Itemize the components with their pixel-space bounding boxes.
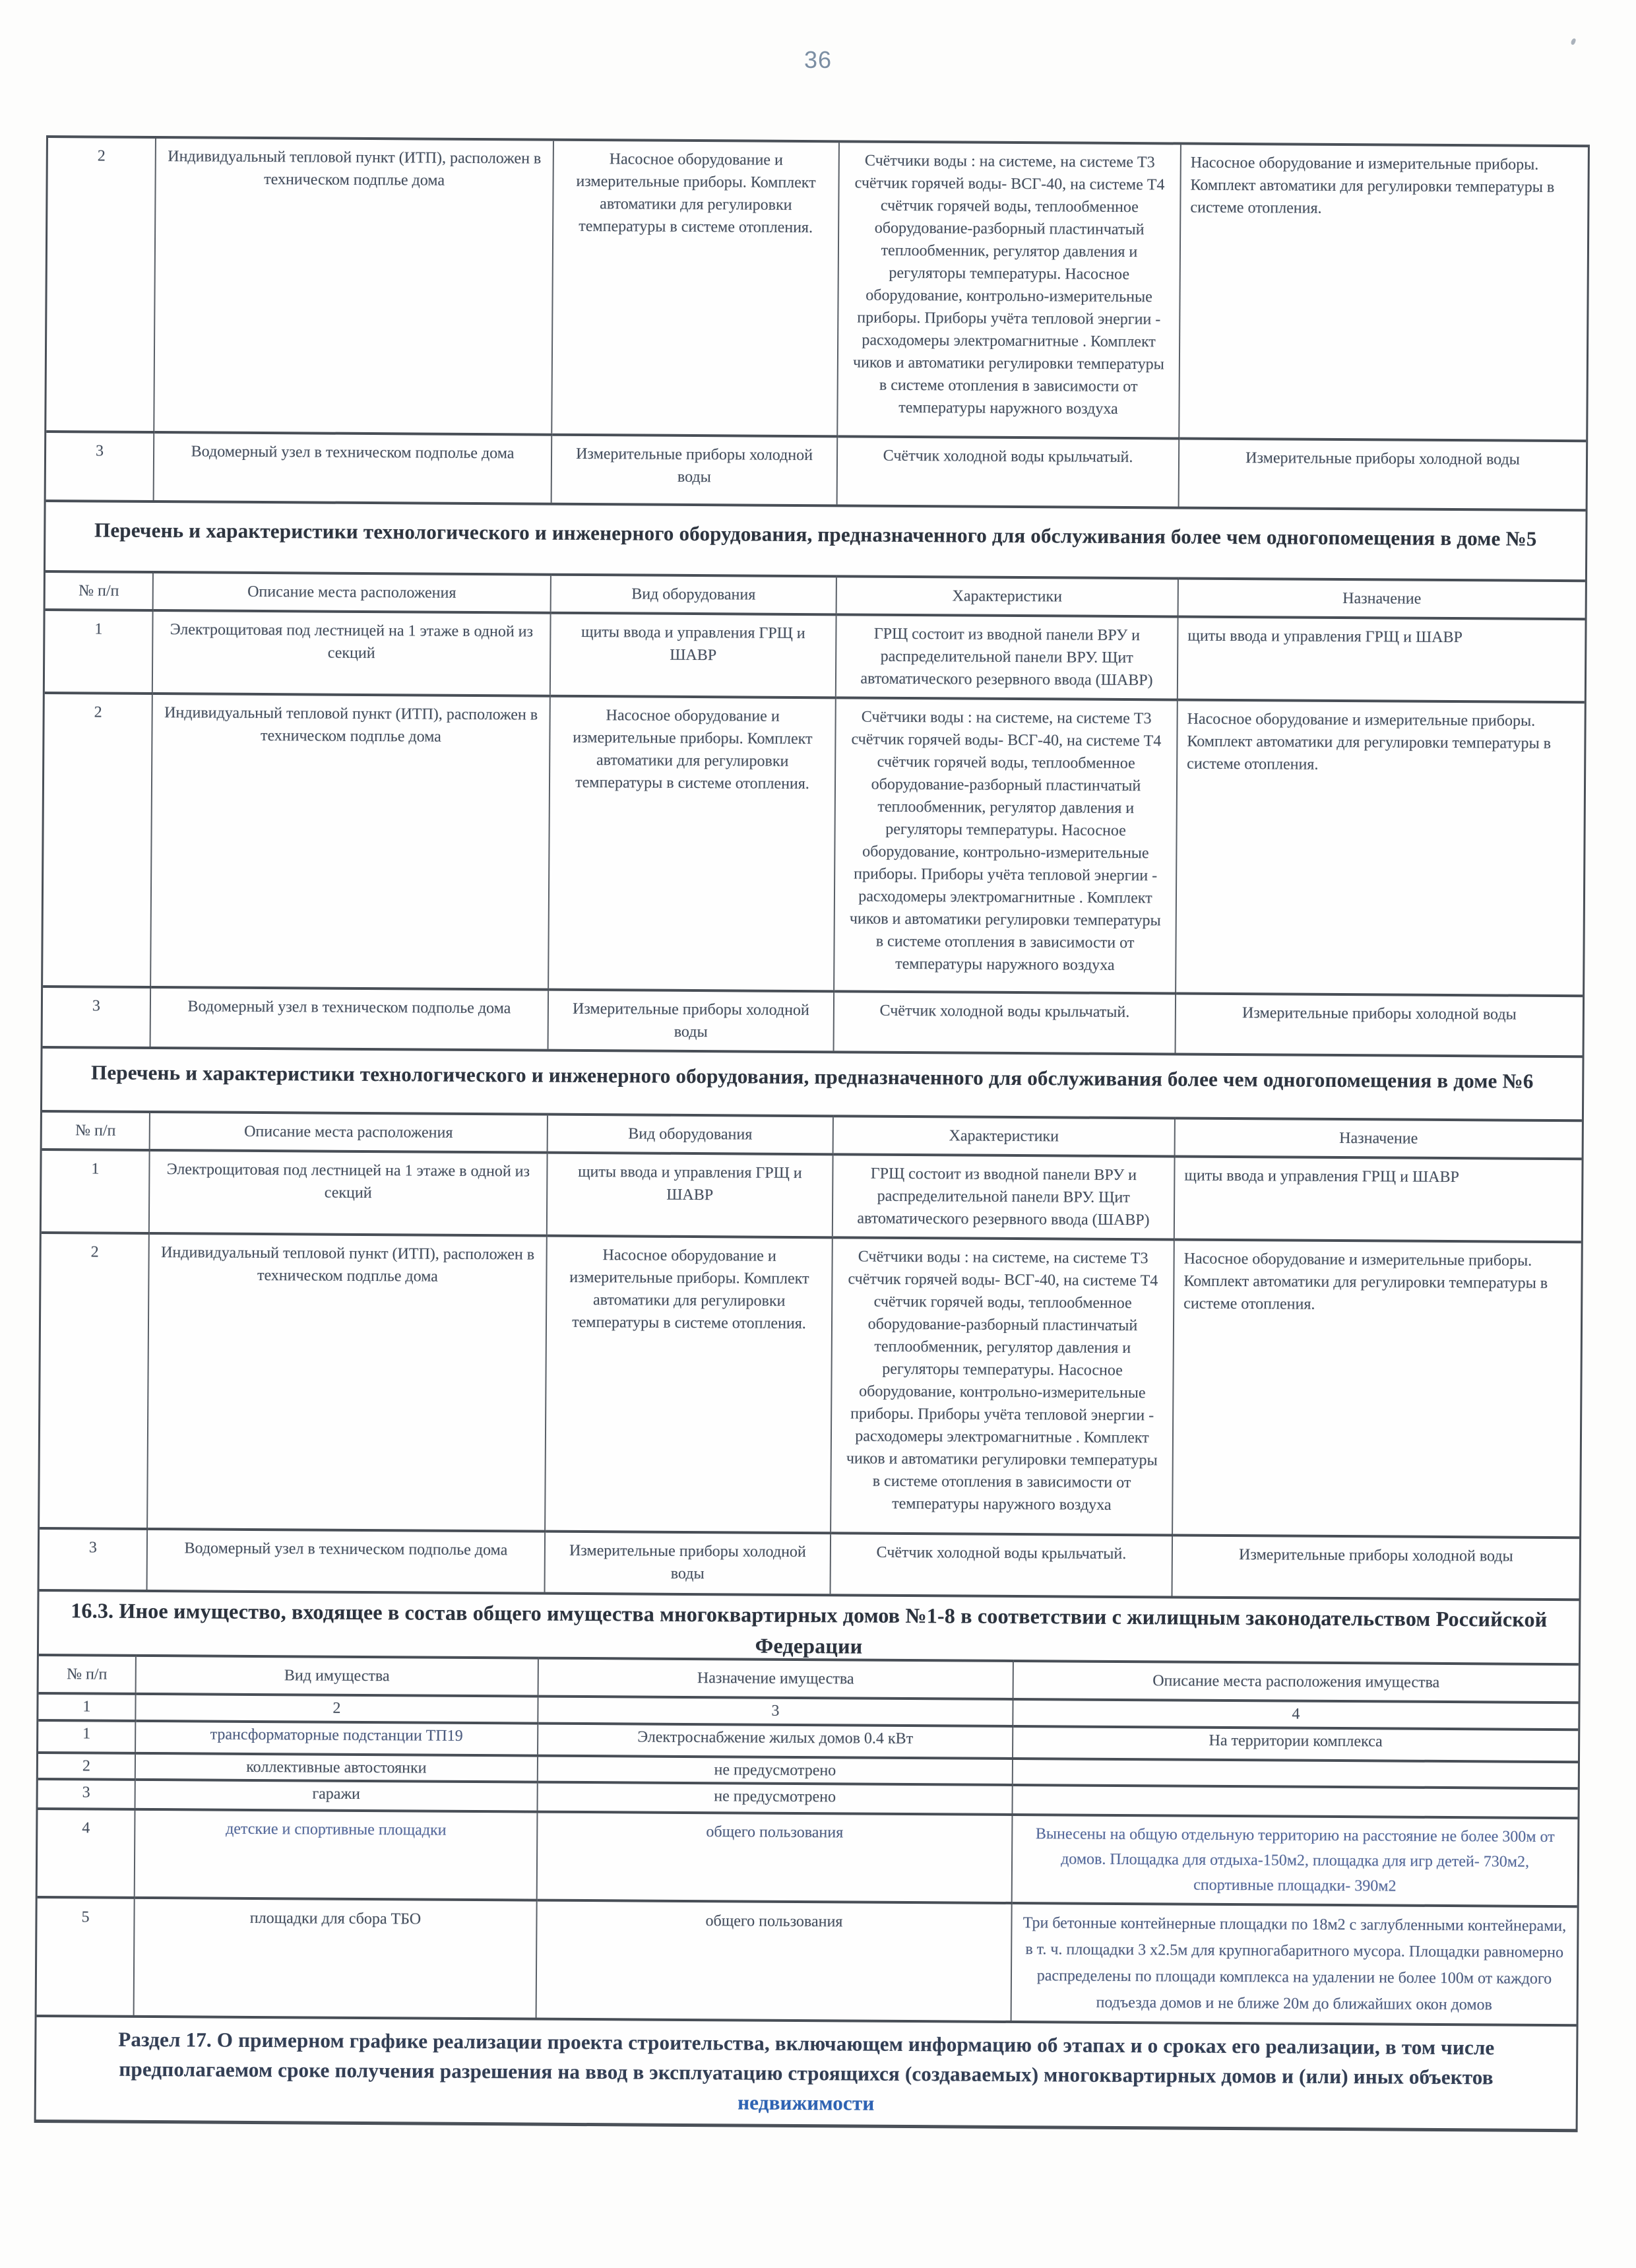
equipment-table-continued: [46, 138, 1588, 509]
table-row: [42, 1150, 1582, 1242]
table-row: [43, 987, 1583, 1055]
cell-property-purpose: не предусмотрено: [537, 1782, 1012, 1815]
cell-characteristics: Счётчик холодной воды крыльчатый.: [837, 436, 1180, 506]
column-header-property-kind: Вид имущества: [136, 1656, 538, 1697]
cell-row-number: 5: [37, 1897, 135, 2015]
cell-equipment-type: Измерительные приборы холодной воды: [545, 1532, 831, 1594]
cell-location: Индивидуальный тепловой пункт (ИТП), расположен в техническом подплье дома: [154, 139, 553, 435]
table-row: [46, 432, 1587, 509]
cell-row-number: 1: [42, 1150, 150, 1233]
cell-equipment-type: щиты ввода и управления ГРЩ и ШАВР: [547, 1153, 833, 1238]
column-header-num: № п/п: [39, 1655, 136, 1694]
column-header-type: Вид оборудования: [551, 575, 836, 615]
column-header-purpose: Назначение: [1178, 578, 1585, 619]
cell-location: Водомерный узел в техническом подполье дома: [150, 987, 549, 1049]
cell-purpose: Насосное оборудование и измерительные приборы. Комплект автоматики для регулировки температуры в системе отопления.: [1176, 699, 1585, 996]
cell-location: Индивидуальный тепловой пункт (ИТП), расположен в техническом подплье дома: [150, 694, 550, 990]
cell-row-number: 4: [38, 1809, 135, 1898]
cell-purpose: щиты ввода и управления ГРЩ и ШАВР: [1174, 1156, 1582, 1242]
cell-location: Электрощитовая под лестницей на 1 этаже в одной из секций: [149, 1150, 548, 1236]
cell-row-number: 3: [40, 1528, 148, 1590]
cell-purpose: Измерительные приборы холодной воды: [1179, 438, 1587, 509]
cell-purpose: щиты ввода и управления ГРЩ и ШАВР: [1178, 616, 1585, 702]
cell-location: Индивидуальный тепловой пункт (ИТП), расположен в техническом подплье дома: [147, 1233, 547, 1532]
cell-characteristics: Счётчик холодной воды крыльчатый.: [834, 991, 1176, 1053]
cell-row-number: 2: [38, 1753, 135, 1780]
cell-row-number: 2: [40, 1233, 149, 1529]
cell-purpose: Измерительные приборы холодной воды: [1176, 993, 1583, 1055]
table-row: [37, 1897, 1577, 2024]
cell-column-number: 3: [538, 1697, 1013, 1726]
column-header-characteristics: Характеристики: [833, 1116, 1175, 1156]
cell-property-purpose: Электроснабжение жилых домов 0.4 кВт: [538, 1724, 1013, 1759]
column-header-location: Описание места расположения: [150, 1112, 548, 1153]
table-row: [43, 693, 1585, 996]
table-row: [40, 1528, 1580, 1598]
cell-equipment-type: Измерительные приборы холодной воды: [551, 435, 838, 505]
cell-row-number: 3: [38, 1779, 135, 1809]
cell-characteristics: Счётчики воды : на системе, на системе Т3 счётчик горячей воды- ВСГ-40, на системе Т4 счётчик горячей воды, теплообменное оборудование-разборный пластинчатый теплообменник, регулятор давления и регуляторы температуры. Насосное оборудование, контрольно-измерительные приборы. Приборы учёта тепловой энергии - расходомеры электромагнитные . Комплект чиков и автоматики регулировки температуры в системе отопления в зависимости от температуры наружного воздуха: [831, 1237, 1174, 1535]
section-17-text-tail: недвижимости: [738, 2090, 875, 2115]
cell-property-purpose: общего пользования: [536, 1900, 1012, 2021]
section-banner-house6: Перечень и характеристики технологического и инженерного оборудования, предназначенного для обслуживания более чем одногопомещения в доме №6: [42, 1046, 1583, 1119]
scan-speck: [1570, 38, 1576, 45]
cell-row-number: 2: [97, 147, 106, 165]
column-header-num: № п/п: [46, 571, 153, 610]
equipment-table-house6: [40, 1110, 1582, 1598]
cell-equipment-type: щиты ввода и управления ГРЩ и ШАВР: [550, 613, 836, 698]
cell-characteristics: Счётчики воды : на системе, на системе Т3 счётчик горячей воды- ВСГ-40, на системе Т4 счётчик горячей воды, теплообменное оборудование-разборный пластинчатый теплообменник, регулятор давления и регуляторы температуры. Насосное оборудование, контрольно-измерительные приборы. Приборы учёта тепловой энергии - расходомеры электромагнитные . Комплект чиков и автоматики регулировки температуры в системе отопления в зависимости от температуры наружного воздуха: [837, 143, 1181, 438]
document-frame: [34, 135, 1590, 2132]
cell-property-location: [1012, 1785, 1577, 1818]
table-row: [40, 1233, 1581, 1538]
cell-column-number: 2: [135, 1694, 538, 1724]
section-banner-house5: Перечень и характеристики технологического и инженерного оборудования, предназначенного для обслуживания более чем одногопомещения в доме №5: [46, 500, 1586, 579]
cell-equipment-type: Насосное оборудование и измерительные приборы. Комплект автоматики для регулировки температуры в системе отопления.: [545, 1236, 833, 1534]
equipment-table-house5: [43, 570, 1585, 1055]
column-header-purpose: Назначение: [1175, 1118, 1582, 1159]
cell-purpose: Измерительные приборы холодной воды: [1172, 1535, 1580, 1598]
section-banner-16-3: 16.3. Иное имущество, входящее в состав общего имущества многоквартирных домов №1-8 в соответствии с жилищным законодательством Российской Федерации: [39, 1589, 1579, 1663]
cell-purpose: Насосное оборудование и измерительные приборы. Комплект автоматики для регулировки температуры в системе отопления.: [1172, 1239, 1581, 1538]
cell-row-number: 2: [43, 693, 152, 987]
cell-equipment-type: Насосное оборудование и измерительные приборы. Комплект автоматики для регулировки температуры в системе отопления.: [551, 141, 839, 437]
cell-location: Электрощитовая под лестницей на 1 этаже в одной из секций: [152, 610, 551, 696]
cell-property-purpose: общего пользования: [537, 1812, 1013, 1903]
column-header-characteristics: Характеристики: [836, 576, 1178, 616]
cell-equipment-type: Насосное оборудование и измерительные приборы. Комплект автоматики для регулировки температуры в системе отопления.: [548, 696, 836, 992]
cell-location: Водомерный узел в техническом подполье дома: [154, 432, 552, 503]
cell-column-number: 4: [1013, 1699, 1578, 1730]
cell-property-location: Вынесены на общую отдельную территорию на расстояние не более 300м от домов. Площадка для отдыха-150м2, площадка для игр детей- 730м2, спортивные площадки- 390м2: [1012, 1815, 1578, 1906]
cell-row-number: 3: [46, 432, 154, 500]
column-header-property-location: Описание места расположения имущества: [1013, 1661, 1579, 1702]
table-row: [45, 610, 1585, 702]
column-header-location: Описание места расположения: [153, 572, 551, 613]
cell-property-kind: детские и спортивные площадки: [135, 1809, 538, 1900]
cell-purpose: Насосное оборудование и измерительные приборы. Комплект автоматики для регулировки температуры в системе отопления.: [1179, 145, 1588, 441]
cell-property-location: [1013, 1759, 1578, 1788]
cell-property-kind: трансформаторные подстанции ТП19: [135, 1721, 538, 1756]
cell-location: Водомерный узел в техническом подполье дома: [147, 1529, 546, 1592]
table-row: [46, 138, 1588, 441]
cell-characteristics: Счётчики воды : на системе, на системе Т3 счётчик горячей воды- ВСГ-40, на системе Т4 счётчик горячей воды, теплообменное оборудование-разборный пластинчатый теплообменник, регулятор давления и регуляторы температуры. Насосное оборудование, контрольно-измерительные приборы. Приборы учёта тепловой энергии - расходомеры электромагнитные . Комплект чиков и автоматики регулировки температуры в системе отопления в зависимости от температуры наружного воздуха: [834, 697, 1178, 993]
table-row: [38, 1809, 1578, 1906]
column-header-num: № п/п: [42, 1111, 150, 1150]
section-17-text: Раздел 17. О примерном графике реализации проекта строительства, включающем информацию об этапах и о сроках его реализации, в том числе предполагаемом сроке получения разрешения на ввод в эксплуатацию строящихся (создаваемых) многоквартирных домов и (или) иных объектов: [118, 2027, 1495, 2089]
cell-row-number: 3: [43, 987, 151, 1047]
cell-characteristics: ГРЩ состоит из вводной панели ВРУ и распределительной панели ВРУ. Щит автоматического резервного ввода (ШАВР): [833, 1154, 1175, 1239]
cell-characteristics: Счётчик холодной воды крыльчатый.: [831, 1533, 1173, 1596]
section-banner-17: [36, 2015, 1577, 2129]
property-table: [37, 1654, 1579, 2024]
cell-property-kind: гаражи: [135, 1780, 538, 1812]
page-number: 36: [803, 46, 833, 73]
cell-characteristics: ГРЩ состоит из вводной панели ВРУ и распределительной панели ВРУ. Щит автоматического резервного ввода (ШАВР): [836, 614, 1178, 699]
column-header-property-purpose: Назначение имущества: [538, 1658, 1013, 1699]
cell-column-number: 1: [38, 1693, 135, 1721]
cell-property-location: На территории комплекса: [1013, 1726, 1578, 1762]
cell-row-number: 1: [45, 610, 153, 694]
cell-property-purpose: не предусмотрено: [538, 1756, 1013, 1785]
column-header-type: Вид оборудования: [548, 1115, 833, 1155]
cell-row-number: 1: [38, 1720, 135, 1753]
cell-property-kind: площадки для сбора ТБО: [134, 1898, 537, 2018]
cell-property-kind: коллективные автостоянки: [135, 1753, 538, 1782]
cell-equipment-type: Измерительные приборы холодной воды: [548, 990, 834, 1051]
cell-property-location: Три бетонные контейнерные площадки по 18м2 с заглубленными контейнерами, в т. ч. площадки 3 х2.5м для крупногабаритного мусора. Площадки равномерно распределены по площади комплекса на удалении не более 100м от каждого подъезда домов и не ближе 20м до ближайших окон домов: [1011, 1903, 1577, 2024]
